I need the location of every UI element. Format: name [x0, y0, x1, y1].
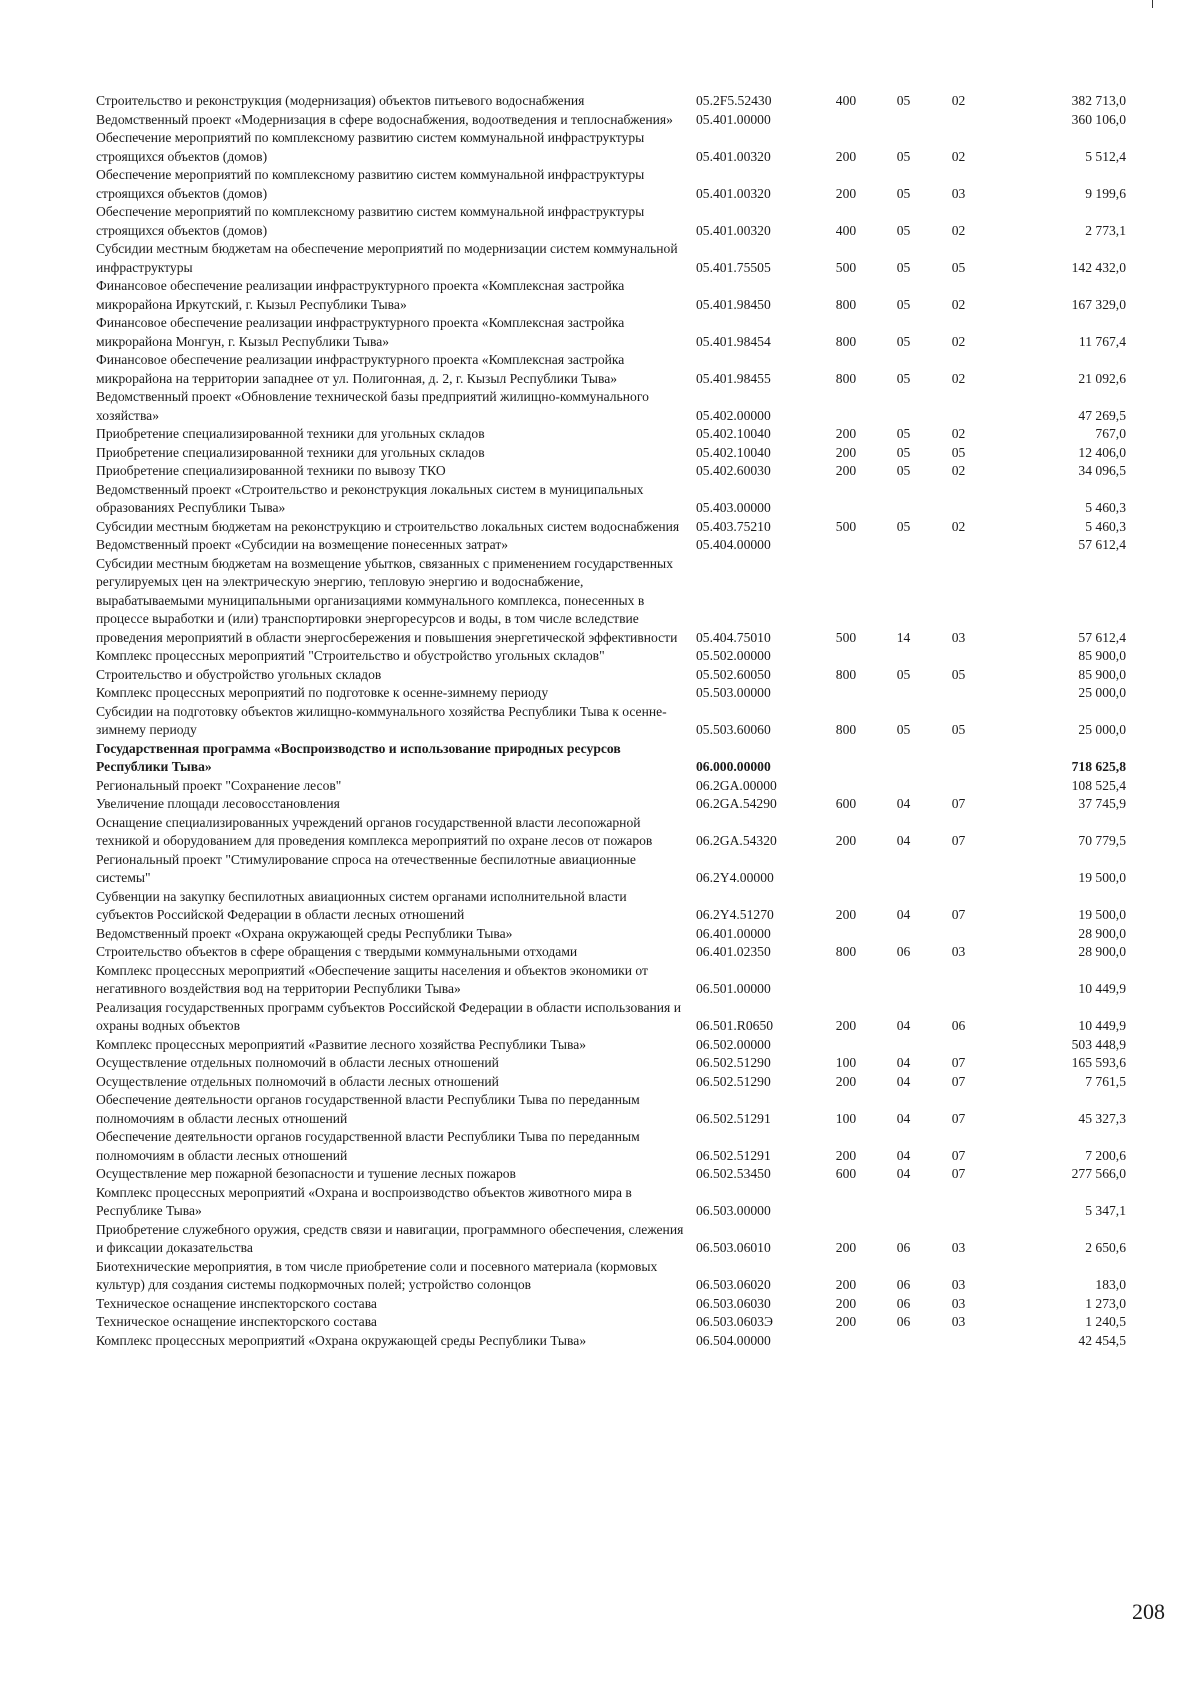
row-sum: 47 269,5	[1078, 407, 1126, 423]
row-name: Государственная программа «Воспроизводство и использование природных ресурсов Республики Тыва»	[96, 740, 621, 774]
row-sum: 10 449,9	[1078, 1018, 1126, 1033]
row-code: 06.2Y4.00000	[696, 870, 774, 885]
row-code: 05.401.00320	[696, 148, 771, 164]
row-expense-type: 600	[835, 796, 857, 811]
row-section: 06	[896, 1314, 911, 1329]
row-section: 04	[896, 907, 911, 922]
row-subsection: 07	[951, 796, 966, 811]
row-subsection: 03	[951, 944, 966, 959]
row-expense-type: 500	[835, 518, 857, 534]
row-sum: 19 500,0	[1078, 870, 1126, 885]
row-expense-type: 100	[835, 1055, 857, 1070]
row-code: 05.403.75210	[696, 518, 771, 534]
table-row	[96, 999, 1126, 1036]
table-row	[96, 203, 1126, 240]
row-name: Субсидии местным бюджетам на обеспечение мероприятий по модернизации систем коммунальной инфраструктуры	[96, 241, 678, 275]
row-subsection: 02	[951, 518, 966, 534]
table-row	[96, 1091, 1126, 1128]
row-expense-type: 200	[835, 1073, 857, 1089]
table-row	[96, 555, 1126, 648]
row-name: Осуществление отдельных полномочий в области лесных отношений	[96, 1055, 499, 1070]
table-row	[96, 351, 1126, 388]
row-subsection: 02	[951, 463, 966, 478]
row-subsection: 06	[951, 1018, 966, 1033]
row-expense-type: 200	[835, 426, 857, 441]
row-expense-type: 200	[835, 148, 857, 164]
row-code: 05.404.00000	[696, 537, 771, 552]
row-subsection: 05	[951, 444, 966, 460]
row-section: 05	[896, 370, 911, 386]
row-code: 06.504.00000	[696, 1332, 771, 1348]
table-row	[96, 888, 1126, 925]
row-sum: 2 773,1	[1085, 222, 1126, 238]
row-code: 05.402.60030	[696, 463, 771, 478]
row-name: Обеспечение мероприятий по комплексному развитию систем коммунальной инфраструктуры строящихся объектов (домов)	[96, 130, 645, 164]
row-sum: 2 650,6	[1085, 1240, 1126, 1255]
table-row	[96, 1054, 1126, 1073]
table-row	[96, 92, 1126, 111]
row-sum: 28 900,0	[1078, 944, 1126, 959]
row-sum: 718 625,8	[1071, 759, 1126, 774]
row-code: 06.502.51290	[696, 1055, 771, 1070]
row-code: 05.2F5.52430	[696, 93, 772, 108]
budget-table	[96, 92, 1126, 1350]
row-expense-type: 500	[835, 259, 857, 275]
row-sum: 5 460,3	[1085, 518, 1126, 534]
row-section: 05	[896, 463, 911, 478]
row-sum: 9 199,6	[1085, 185, 1126, 201]
row-expense-type: 400	[835, 93, 857, 108]
row-sum: 85 900,0	[1078, 666, 1126, 682]
row-code: 05.503.00000	[696, 685, 771, 700]
table-row	[96, 111, 1126, 130]
table-row	[96, 1184, 1126, 1221]
row-sum: 45 327,3	[1078, 1110, 1126, 1126]
row-expense-type: 100	[835, 1110, 857, 1126]
table-row	[96, 943, 1126, 962]
row-code: 06.503.06020	[696, 1277, 771, 1292]
row-section: 04	[896, 1166, 911, 1181]
row-section: 05	[896, 296, 911, 312]
row-name: Комплекс процессных мероприятий «Обеспечение защиты населения и объектов экономики от негативного воздействия вод на территории Республики Тыва»	[96, 962, 648, 996]
row-code: 06.503.06030	[696, 1295, 771, 1311]
row-sum: 34 096,5	[1078, 463, 1126, 478]
table-row	[96, 277, 1126, 314]
row-subsection: 05	[951, 259, 966, 275]
row-section: 14	[896, 629, 911, 645]
row-expense-type: 400	[835, 222, 857, 238]
row-subsection: 02	[951, 222, 966, 238]
row-name: Комплекс процессных мероприятий "Строительство и обустройство угольных складов"	[96, 648, 605, 663]
row-code: 06.502.00000	[696, 1036, 771, 1052]
row-name: Биотехнические мероприятия, в том числе приобретение соли и посевного материала (кормовых культур) для создания системы подкормочных полей; устройство солонцов	[96, 1258, 658, 1292]
table-row	[96, 314, 1126, 351]
row-sum: 360 106,0	[1071, 111, 1126, 127]
row-expense-type: 200	[835, 1277, 857, 1292]
row-code: 06.2GA.00000	[696, 777, 777, 793]
row-section: 05	[896, 185, 911, 201]
row-code: 06.2GA.54290	[696, 796, 777, 811]
row-code: 06.401.00000	[696, 925, 771, 941]
row-sum: 57 612,4	[1078, 629, 1126, 645]
row-section: 05	[896, 259, 911, 275]
row-name: Ведомственный проект «Субсидии на возмещение понесенных затрат»	[96, 537, 509, 552]
row-expense-type: 200	[835, 1147, 857, 1163]
row-expense-type: 200	[835, 833, 857, 848]
row-code: 06.502.51290	[696, 1073, 771, 1089]
row-subsection: 07	[951, 1166, 966, 1181]
row-name: Увеличение площади лесовосстановления	[96, 796, 340, 811]
row-section: 05	[896, 666, 911, 682]
table-row	[96, 703, 1126, 740]
row-code: 05.401.75505	[696, 259, 771, 275]
page-number: 208	[1132, 1599, 1165, 1624]
row-name: Региональный проект "Сохранение лесов"	[96, 777, 342, 793]
row-sum: 183,0	[1095, 1277, 1126, 1292]
row-section: 05	[896, 148, 911, 164]
row-code: 05.402.00000	[696, 407, 771, 423]
row-subsection: 05	[951, 722, 966, 737]
row-name: Приобретение служебного оружия, средств связи и навигации, программного обеспечения, слежения и фиксации доказательства	[96, 1221, 684, 1255]
row-section: 05	[896, 333, 911, 349]
row-section: 04	[896, 1073, 911, 1089]
row-name: Обеспечение мероприятий по комплексному развитию систем коммунальной инфраструктуры строящихся объектов (домов)	[96, 167, 645, 201]
row-sum: 5 347,1	[1085, 1203, 1126, 1218]
row-sum: 85 900,0	[1078, 648, 1126, 663]
table-row	[96, 1332, 1126, 1351]
row-expense-type: 800	[835, 370, 857, 386]
row-code: 06.2Y4.51270	[696, 907, 774, 922]
row-subsection: 07	[951, 1147, 966, 1163]
table-row	[96, 1313, 1126, 1332]
corner-tick-mark	[1152, 0, 1153, 8]
row-subsection: 03	[951, 629, 966, 645]
row-name: Комплекс процессных мероприятий «Охрана окружающей среды Республики Тыва»	[96, 1332, 587, 1348]
row-section: 06	[896, 944, 911, 959]
row-name: Комплекс процессных мероприятий «Развитие лесного хозяйства Республики Тыва»	[96, 1036, 587, 1052]
row-code: 05.401.98454	[696, 333, 771, 349]
table-row	[96, 795, 1126, 814]
row-code: 06.502.53450	[696, 1166, 771, 1181]
row-section: 04	[896, 833, 911, 848]
row-sum: 28 900,0	[1078, 925, 1126, 941]
row-sum: 7 761,5	[1085, 1073, 1126, 1089]
row-sum: 19 500,0	[1078, 907, 1126, 922]
table-row	[96, 129, 1126, 166]
row-name: Ведомственный проект «Модернизация в сфере водоснабжения, водоотведения и теплоснабжения»	[96, 111, 673, 127]
table-row	[96, 814, 1126, 851]
row-sum: 42 454,5	[1078, 1332, 1126, 1348]
row-subsection: 07	[951, 1110, 966, 1126]
table-row	[96, 684, 1126, 703]
row-code: 06.501.00000	[696, 981, 771, 996]
row-name: Реализация государственных программ субъектов Российской Федерации в области использования и охраны водных объектов	[96, 999, 681, 1033]
row-sum: 1 273,0	[1085, 1295, 1126, 1311]
row-code: 05.503.60060	[696, 722, 771, 737]
row-name: Техническое оснащение инспекторского состава	[96, 1314, 377, 1329]
table-row	[96, 666, 1126, 685]
row-subsection: 07	[951, 833, 966, 848]
row-code: 05.401.00320	[696, 185, 771, 201]
row-sum: 25 000,0	[1078, 685, 1126, 700]
row-section: 05	[896, 222, 911, 238]
table-row	[96, 1221, 1126, 1258]
table-row	[96, 647, 1126, 666]
row-sum: 25 000,0	[1078, 722, 1126, 737]
row-code: 05.502.00000	[696, 648, 771, 663]
row-section: 06	[896, 1277, 911, 1292]
row-expense-type: 200	[835, 907, 857, 922]
row-expense-type: 200	[835, 1018, 857, 1033]
row-name: Приобретение специализированной техники по вывозу ТКО	[96, 463, 446, 478]
row-sum: 108 525,4	[1071, 777, 1126, 793]
row-expense-type: 200	[835, 1240, 857, 1255]
row-expense-type: 200	[835, 1295, 857, 1311]
row-sum: 142 432,0	[1071, 259, 1126, 275]
row-code: 06.502.51291	[696, 1110, 771, 1126]
row-code: 05.402.10040	[696, 444, 771, 460]
row-code: 06.503.0603Э	[696, 1314, 773, 1329]
row-subsection: 03	[951, 1295, 966, 1311]
row-section: 04	[896, 1110, 911, 1126]
row-section: 04	[896, 1147, 911, 1163]
row-code: 05.402.10040	[696, 426, 771, 441]
row-code: 05.401.00000	[696, 111, 771, 127]
row-subsection: 02	[951, 148, 966, 164]
row-name: Строительство объектов в сфере обращения с твердыми коммунальными отходами	[96, 944, 578, 959]
row-name: Ведомственный проект «Охрана окружающей среды Республики Тыва»	[96, 925, 513, 941]
row-subsection: 07	[951, 1073, 966, 1089]
table-row	[96, 1073, 1126, 1092]
row-code: 05.404.75010	[696, 629, 771, 645]
row-subsection: 02	[951, 333, 966, 349]
row-name: Субсидии местным бюджетам на реконструкцию и строительство локальных систем водоснабжения	[96, 518, 680, 534]
row-name: Строительство и реконструкция (модернизация) объектов питьевого водоснабжения	[96, 93, 585, 108]
row-code: 05.502.60050	[696, 666, 771, 682]
table-row	[96, 425, 1126, 444]
row-subsection: 03	[951, 1240, 966, 1255]
row-sum: 167 329,0	[1071, 296, 1126, 312]
row-expense-type: 800	[835, 722, 857, 737]
row-name: Обеспечение мероприятий по комплексному развитию систем коммунальной инфраструктуры строящихся объектов (домов)	[96, 204, 645, 238]
row-sum: 12 406,0	[1078, 444, 1126, 460]
row-subsection: 07	[951, 907, 966, 922]
table-row	[96, 1295, 1126, 1314]
row-name: Оснащение специализированных учреждений органов государственной власти лесопожарной техникой и оборудованием для проведения комплекса мероприятий по охране лесов от пожаров	[96, 814, 653, 848]
row-sum: 57 612,4	[1078, 537, 1126, 552]
row-subsection: 02	[951, 426, 966, 441]
row-name: Региональный проект "Стимулирование спроса на отечественные беспилотные авиационные системы"	[96, 851, 636, 885]
table-row	[96, 1036, 1126, 1055]
table-row	[96, 962, 1126, 999]
row-name: Финансовое обеспечение реализации инфраструктурного проекта «Комплексная застройка микрорайона Иркутский, г. Кызыл Республики Тыва»	[96, 278, 625, 312]
table-row	[96, 388, 1126, 425]
row-expense-type: 200	[835, 185, 857, 201]
table-row	[96, 462, 1126, 481]
row-section: 06	[896, 1295, 911, 1311]
row-name: Комплекс процессных мероприятий «Охрана и воспроизводство объектов животного мира в Республике Тыва»	[96, 1184, 632, 1218]
row-expense-type: 800	[835, 296, 857, 312]
row-expense-type: 200	[835, 1314, 857, 1329]
row-expense-type: 800	[835, 944, 857, 959]
row-name: Обеспечение деятельности органов государственной власти Республики Тыва по переданным полномочиям в области лесных отношений	[96, 1092, 640, 1126]
row-subsection: 02	[951, 93, 966, 108]
row-name: Осуществление отдельных полномочий в области лесных отношений	[96, 1073, 499, 1089]
row-name: Финансовое обеспечение реализации инфраструктурного проекта «Комплексная застройка микрорайона на территории западнее от ул. Полигонная, д. 2, г. Кызыл Республики Тыва»	[96, 352, 625, 386]
row-sum: 7 200,6	[1085, 1147, 1126, 1163]
row-subsection: 03	[951, 185, 966, 201]
row-code: 06.401.02350	[696, 944, 771, 959]
row-sum: 503 448,9	[1071, 1036, 1126, 1052]
row-name: Приобретение специализированной техники для угольных складов	[96, 426, 485, 441]
row-expense-type: 200	[835, 463, 857, 478]
table-row	[96, 1165, 1126, 1184]
table-row	[96, 851, 1126, 888]
row-section: 05	[896, 93, 911, 108]
row-sum: 11 767,4	[1078, 333, 1126, 349]
row-sum: 165 593,6	[1071, 1055, 1126, 1070]
row-section: 06	[896, 1240, 911, 1255]
table-row	[96, 1128, 1126, 1165]
row-section: 05	[896, 444, 911, 460]
row-name: Обеспечение деятельности органов государственной власти Республики Тыва по переданным полномочиям в области лесных отношений	[96, 1129, 640, 1163]
row-name: Техническое оснащение инспекторского состава	[96, 1295, 377, 1311]
row-code: 06.503.00000	[696, 1203, 771, 1218]
row-name: Субсидии местным бюджетам на возмещение убытков, связанных с применением государственных регулируемых цен на электрическую энергию, тепловую энергию и водоснабжение, вырабатываемыми муниципальными организациями коммунального комплекса, понесенных в процессе выработки и (или) транспортировки энергоресурсов и воды, в том числе вследствие проведения мероприятий в области энергосбережения и повышения энергетической эффективности	[96, 555, 678, 645]
row-name: Осуществление мер пожарной безопасности и тушение лесных пожаров	[96, 1166, 516, 1181]
row-section: 05	[896, 722, 911, 737]
table-row	[96, 518, 1126, 537]
row-name: Ведомственный проект «Строительство и реконструкция локальных систем в муниципальных образованиях Республики Тыва»	[96, 481, 644, 515]
row-code: 06.501.R0650	[696, 1018, 774, 1033]
table-row	[96, 444, 1126, 463]
row-sum: 37 745,9	[1078, 796, 1126, 811]
row-code: 05.403.00000	[696, 500, 771, 515]
row-sum: 767,0	[1095, 426, 1126, 441]
row-sum: 382 713,0	[1071, 93, 1126, 108]
row-expense-type: 800	[835, 333, 857, 349]
row-name: Строительство и обустройство угольных складов	[96, 666, 382, 682]
table-row	[96, 1258, 1126, 1295]
row-name: Финансовое обеспечение реализации инфраструктурного проекта «Комплексная застройка микрорайона Монгун, г. Кызыл Республики Тыва»	[96, 315, 625, 349]
row-code: 06.2GA.54320	[696, 833, 777, 848]
row-subsection: 02	[951, 370, 966, 386]
row-subsection: 07	[951, 1055, 966, 1070]
table-row	[96, 777, 1126, 796]
row-section: 05	[896, 426, 911, 441]
row-section: 04	[896, 796, 911, 811]
row-sum: 5 460,3	[1085, 500, 1126, 515]
table-row	[96, 166, 1126, 203]
table-row	[96, 925, 1126, 944]
row-name: Субсидии на подготовку объектов жилищно-коммунального хозяйства Республики Тыва к осенне-зимнему периоду	[96, 703, 667, 737]
table-row	[96, 481, 1126, 518]
row-expense-type: 500	[835, 629, 857, 645]
row-code: 05.401.98455	[696, 370, 771, 386]
row-subsection: 03	[951, 1314, 966, 1329]
row-section: 05	[896, 518, 911, 534]
row-sum: 10 449,9	[1078, 981, 1126, 996]
row-name: Комплекс процессных мероприятий по подготовке к осенне-зимнему периоду	[96, 685, 549, 700]
row-name: Приобретение специализированной техники для угольных складов	[96, 444, 485, 460]
row-code: 05.401.98450	[696, 296, 771, 312]
row-code: 06.000.00000	[696, 759, 771, 774]
row-code: 06.503.06010	[696, 1240, 771, 1255]
row-expense-type: 600	[835, 1166, 857, 1181]
row-sum: 1 240,5	[1085, 1314, 1126, 1329]
table-row	[96, 240, 1126, 277]
table-row	[96, 740, 1126, 777]
row-code: 05.401.00320	[696, 222, 771, 238]
row-subsection: 03	[951, 1277, 966, 1292]
row-expense-type: 800	[835, 666, 857, 682]
table-row	[96, 536, 1126, 555]
row-expense-type: 200	[835, 444, 857, 460]
row-sum: 5 512,4	[1085, 148, 1126, 164]
row-sum: 277 566,0	[1071, 1166, 1126, 1181]
row-subsection: 02	[951, 296, 966, 312]
row-name: Субвенции на закупку беспилотных авиационных систем органами исполнительной власти субъектов Российской Федерации в области лесных отношений	[96, 888, 627, 922]
row-subsection: 05	[951, 666, 966, 682]
row-name: Ведомственный проект «Обновление технической базы предприятий жилищно-коммунального хозяйства»	[96, 389, 649, 423]
row-section: 04	[896, 1018, 911, 1033]
row-sum: 21 092,6	[1078, 370, 1126, 386]
row-section: 04	[896, 1055, 911, 1070]
row-sum: 70 779,5	[1078, 833, 1126, 848]
row-code: 06.502.51291	[696, 1147, 771, 1163]
